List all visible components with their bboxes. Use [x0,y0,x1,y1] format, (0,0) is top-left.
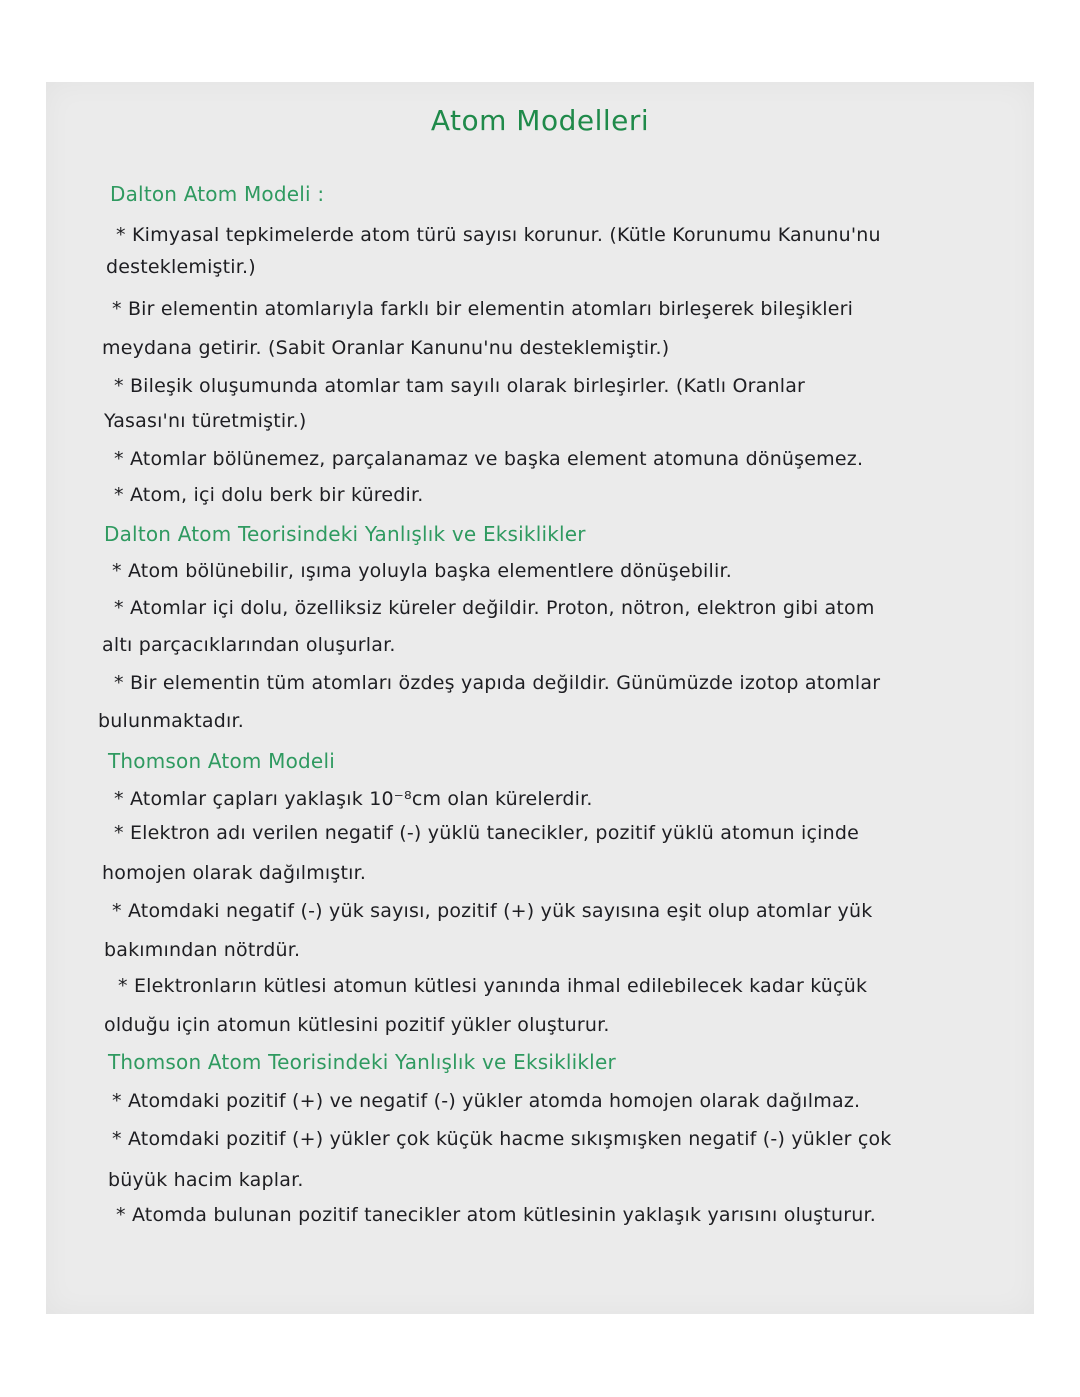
text-line: olduğu için atomun kütlesini pozitif yükler oluşturur. [104,1014,610,1036]
text-line: desteklemiştir.) [106,256,256,278]
text-line: * Atom, içi dolu berk bir küredir. [114,484,424,506]
heading-dalton-flaws: Dalton Atom Teorisindeki Yanlışlık ve Eksiklikler [104,522,586,546]
text-line: homojen olarak dağılmıştır. [102,862,367,884]
text-line: bulunmaktadır. [98,710,244,732]
text-line: * Elektron adı verilen negatif (-) yüklü tanecikler, pozitif yüklü atomun içinde [114,822,860,844]
page-title: Atom Modelleri [430,104,650,137]
heading-thomson-model: Thomson Atom Modeli [108,749,335,773]
text-line: * Elektronların kütlesi atomun kütlesi yanında ihmal edilebilecek kadar küçük [118,975,868,997]
text-line: * Atomda bulunan pozitif tanecikler atom kütlesinin yaklaşık yarısını oluşturur. [116,1204,877,1226]
text-line: * Atomlar çapları yaklaşık 10⁻⁸cm olan kürelerdir. [114,788,593,810]
text-line: * Atomdaki pozitif (+) yükler çok küçük hacme sıkışmışken negatif (-) yükler çok [112,1128,892,1150]
text-line: büyük hacim kaplar. [108,1169,304,1191]
text-line: altı parçacıklarından oluşurlar. [102,634,396,656]
text-line: * Bir elementin tüm atomları özdeş yapıda değildir. Günümüzde izotop atomlar [114,672,881,694]
heading-dalton-model: Dalton Atom Modeli : [110,182,325,206]
notebook-page [46,82,1034,1314]
text-line: * Atomlar bölünemez, parçalanamaz ve başka element atomuna dönüşemez. [114,448,864,470]
text-line: * Atom bölünebilir, ışıma yoluyla başka elementlere dönüşebilir. [112,560,732,582]
text-line: * Bir elementin atomlarıyla farklı bir elementin atomları birleşerek bileşikleri [112,298,854,320]
text-line: * Atomdaki negatif (-) yük sayısı, pozitif (+) yük sayısına eşit olup atomlar yük [112,900,873,922]
text-line: * Atomdaki pozitif (+) ve negatif (-) yükler atomda homojen olarak dağılmaz. [112,1090,861,1112]
text-line: * Kimyasal tepkimelerde atom türü sayısı korunur. (Kütle Korunumu Kanunu'nu [116,224,881,246]
text-line: meydana getirir. (Sabit Oranlar Kanunu'nu desteklemiştir.) [102,337,670,359]
text-line: * Bileşik oluşumunda atomlar tam sayılı olarak birleşirler. (Katlı Oranlar [114,375,806,397]
text-line: bakımından nötrdür. [104,939,301,961]
heading-thomson-flaws: Thomson Atom Teorisindeki Yanlışlık ve Eksiklikler [108,1050,616,1074]
text-line: * Atomlar içi dolu, özelliksiz küreler değildir. Proton, nötron, elektron gibi atom [114,597,875,619]
text-line: Yasası'nı türetmiştir.) [104,410,307,432]
